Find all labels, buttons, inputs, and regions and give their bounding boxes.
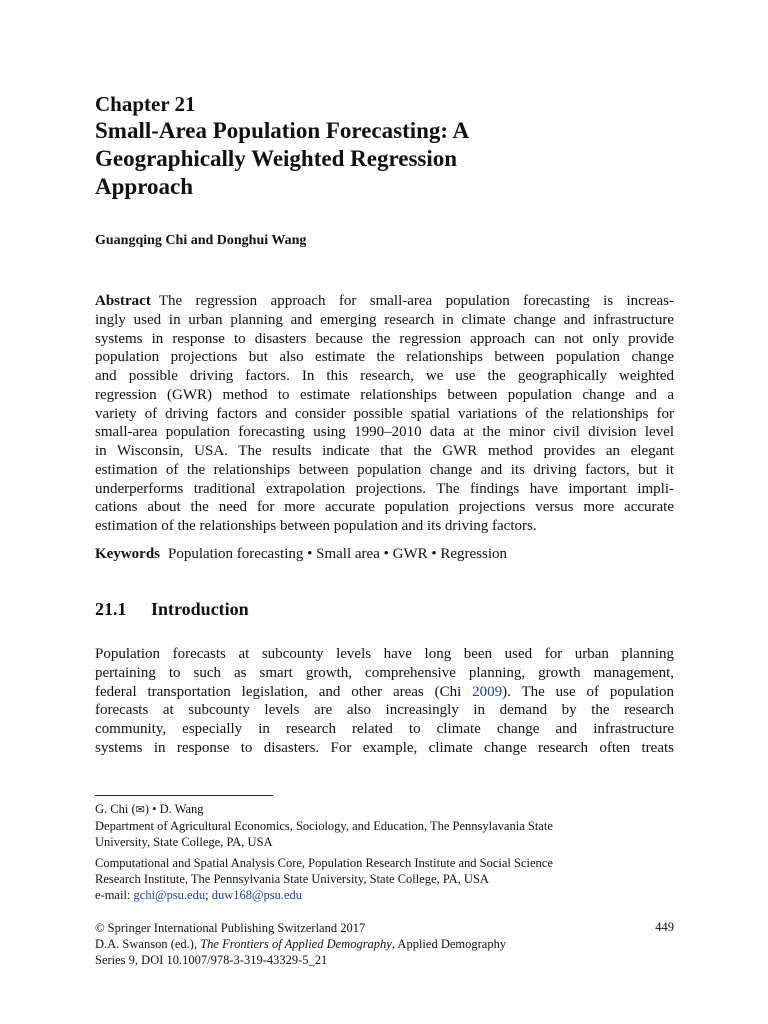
chapter-label: Chapter 21 bbox=[95, 92, 196, 116]
author-line-text: ) • D. Wang bbox=[144, 802, 204, 816]
secondary-affiliation bbox=[95, 855, 674, 903]
citation-link[interactable]: 2009 bbox=[472, 683, 503, 700]
affiliation-line: Computational and Spatial Analysis Core, Population Research Institute and Social Science bbox=[95, 856, 553, 870]
keywords bbox=[95, 546, 507, 563]
section-number: 21.1 bbox=[95, 599, 127, 619]
abstract bbox=[95, 292, 674, 536]
envelope-icon: ✉ bbox=[135, 804, 145, 816]
citation-text: , Applied Demography bbox=[391, 937, 507, 951]
abstract-line: small-area population forecasting using 1990–2010 data at the minor civil division level bbox=[95, 424, 674, 441]
keywords-list: Population forecasting • Small area • GWR • Regression bbox=[168, 546, 508, 562]
body-line: systems in response to disasters. For example, climate change research often treats bbox=[95, 739, 674, 756]
body-text bbox=[95, 645, 674, 758]
body-line: pertaining to such as smart growth, comprehensive planning, growth management, bbox=[95, 664, 674, 681]
footnote-divider bbox=[95, 795, 273, 796]
abstract-heading: Abstract bbox=[95, 293, 151, 309]
body-line: forecasts at subcounty levels are also increasingly in demand by the research bbox=[95, 702, 674, 719]
affiliation-line: University, State College, PA, USA bbox=[95, 835, 273, 849]
page-number: 449 bbox=[655, 920, 674, 934]
abstract-line: regression (GWR) method to estimate relationships between population change and a bbox=[95, 386, 674, 403]
body-line bbox=[95, 683, 674, 702]
body-line: Population forecasts at subcounty levels have long been used for urban planning bbox=[95, 646, 674, 662]
citation-line bbox=[95, 936, 674, 952]
book-title: The Frontiers of Applied Demography bbox=[200, 937, 392, 951]
chapter-title-line: Approach bbox=[95, 174, 193, 199]
abstract-line: variety of driving factors and consider possible spatial variations of the relationships for bbox=[95, 405, 674, 422]
email-line bbox=[95, 887, 674, 903]
body-line-text: federal transportation legislation, and other areas (Chi bbox=[95, 683, 473, 700]
abstract-line: estimation of the relationships between population and its driving factors. bbox=[95, 518, 537, 534]
citation-text: D.A. Swanson (ed.), bbox=[95, 937, 201, 951]
author-line-text: G. Chi ( bbox=[95, 802, 136, 816]
chapter-title-line: Small-Area Population Forecasting: A bbox=[95, 118, 470, 143]
section-heading bbox=[95, 599, 249, 620]
author-line bbox=[95, 801, 674, 818]
email-link-chi[interactable]: gchi@psu.edu bbox=[133, 888, 206, 902]
section-title: Introduction bbox=[151, 599, 249, 619]
chapter-title-line: Geographically Weighted Regression bbox=[95, 146, 458, 171]
abstract-line: and possible driving factors. In this research, we use the geographically weighted bbox=[95, 368, 674, 384]
email-separator: ; bbox=[205, 888, 212, 902]
doi-line: Series 9, DOI 10.1007/978-3-319-43329-5_21 bbox=[95, 953, 328, 967]
abstract-line: population projections but also estimate the relationships between population change bbox=[95, 349, 674, 366]
abstract-line: ingly used in urban planning and emerging research in climate change and infrastructure bbox=[95, 311, 674, 328]
body-line-text: ). The use of population bbox=[502, 683, 674, 700]
body-line: community, especially in research related to climate change and infrastructure bbox=[95, 721, 674, 737]
email-link-wang[interactable]: duw168@psu.edu bbox=[211, 888, 303, 902]
keywords-heading: Keywords bbox=[95, 546, 160, 562]
abstract-line: underperforms traditional extrapolation projections. The findings have important impli- bbox=[95, 480, 674, 497]
abstract-line: cations about the need for more accurate population projections versus more accurate bbox=[95, 499, 674, 516]
copyright-block bbox=[95, 920, 674, 968]
affiliation-line: Research Institute, The Pennsylvania State University, State College, PA, USA bbox=[95, 872, 489, 886]
email-label: e-mail: bbox=[95, 888, 134, 902]
chapter-title bbox=[95, 117, 655, 201]
authors: Guangqing Chi and Donghui Wang bbox=[95, 233, 307, 248]
abstract-line: systems in response to disasters because the regression approach can not only provide bbox=[95, 330, 674, 347]
abstract-line bbox=[95, 292, 674, 311]
author-affiliation bbox=[95, 801, 674, 850]
abstract-line: estimation of the relationships between population change and its driving factors, but it bbox=[95, 461, 674, 478]
abstract-text: The regression approach for small-area population forecasting is increas- bbox=[158, 293, 674, 309]
affiliation-line: Department of Agricultural Economics, Sociology, and Education, The Pennsylavania State bbox=[95, 819, 553, 833]
copyright-line: © Springer International Publishing Switzerland 2017 bbox=[95, 921, 366, 935]
abstract-line: in Wisconsin, USA. The results indicate that the GWR method provides an elegant bbox=[95, 443, 674, 459]
